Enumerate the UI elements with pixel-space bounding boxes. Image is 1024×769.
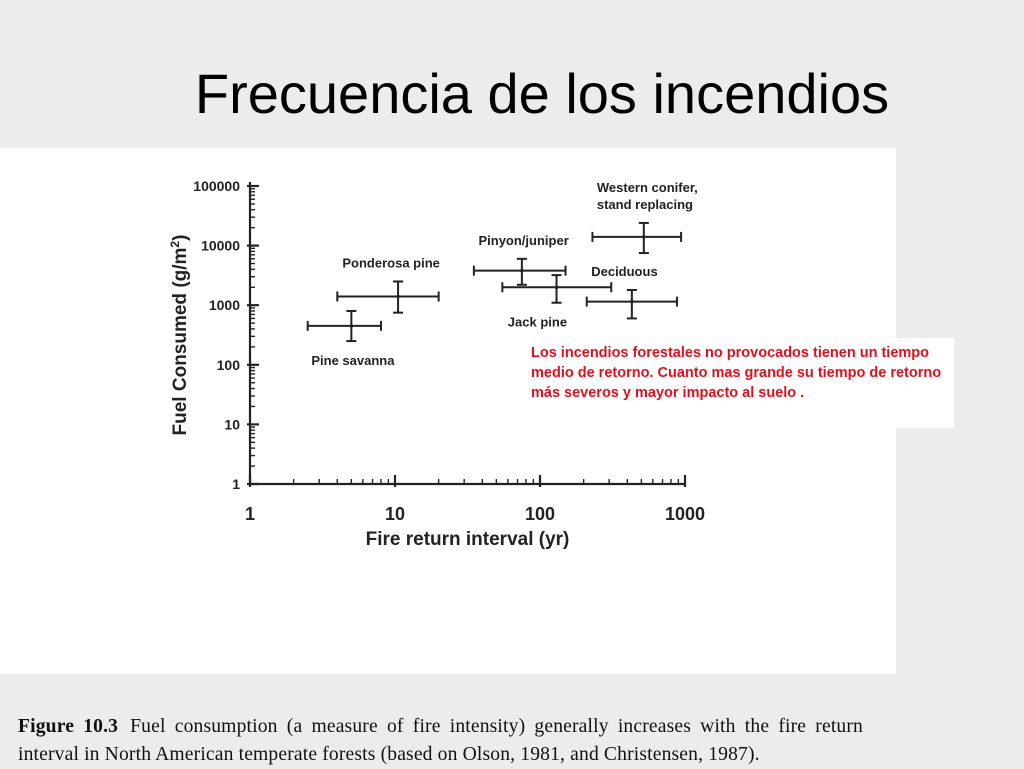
caption-text: Fuel consumption (a measure of fire intensity) generally increases with the fire return interval in North American temperate forests (based on Olson, 1981, and Christensen, 1987).: [18, 716, 863, 765]
point-label: Pine savanna: [311, 353, 395, 369]
data-point: [396, 295, 400, 299]
point-label: stand replacing: [596, 196, 693, 212]
data-point: [630, 300, 634, 304]
annotation-note: Los incendios forestales no provocados tienen un tiempo medio de retorno. Cuanto mas grande su tiempo de retorno más severos y mayor impacto al suelo .: [518, 338, 954, 428]
caption-label: Figure 10.3: [18, 716, 119, 737]
y-tick-label: 100: [216, 356, 240, 373]
figure-caption: [18, 713, 863, 769]
x-tick-label: 1: [244, 504, 256, 524]
y-tick-label: 100000: [193, 178, 240, 194]
y-tick-label: 10: [224, 416, 240, 433]
y-tick-label: 1: [232, 476, 240, 492]
point-label: Pinyon/juniper: [478, 232, 569, 248]
y-axis-label: Fuel Consumed $(g/m^2)$: [168, 234, 191, 436]
point-label: Ponderosa pine: [342, 255, 440, 271]
y-tick-label: 10000: [201, 237, 240, 254]
data-point: [350, 324, 354, 328]
data-point: [520, 269, 524, 273]
x-tick-label: 100: [524, 504, 556, 524]
point-label: Jack pine: [507, 314, 568, 330]
data-point: [642, 235, 646, 239]
x-tick-label: 10: [384, 504, 406, 524]
point-label: Deciduous: [591, 263, 658, 279]
y-axis-label-superscript: 2: [168, 240, 182, 248]
y-tick-label: 1000: [208, 297, 240, 314]
point-label: Western conifer,: [596, 179, 698, 195]
x-tick-label: 1000: [664, 504, 706, 524]
slide-title: Frecuencia de los incendios: [194, 62, 890, 125]
x-axis-label: Fire return interval (yr): [365, 529, 570, 550]
data-point: [555, 285, 559, 289]
